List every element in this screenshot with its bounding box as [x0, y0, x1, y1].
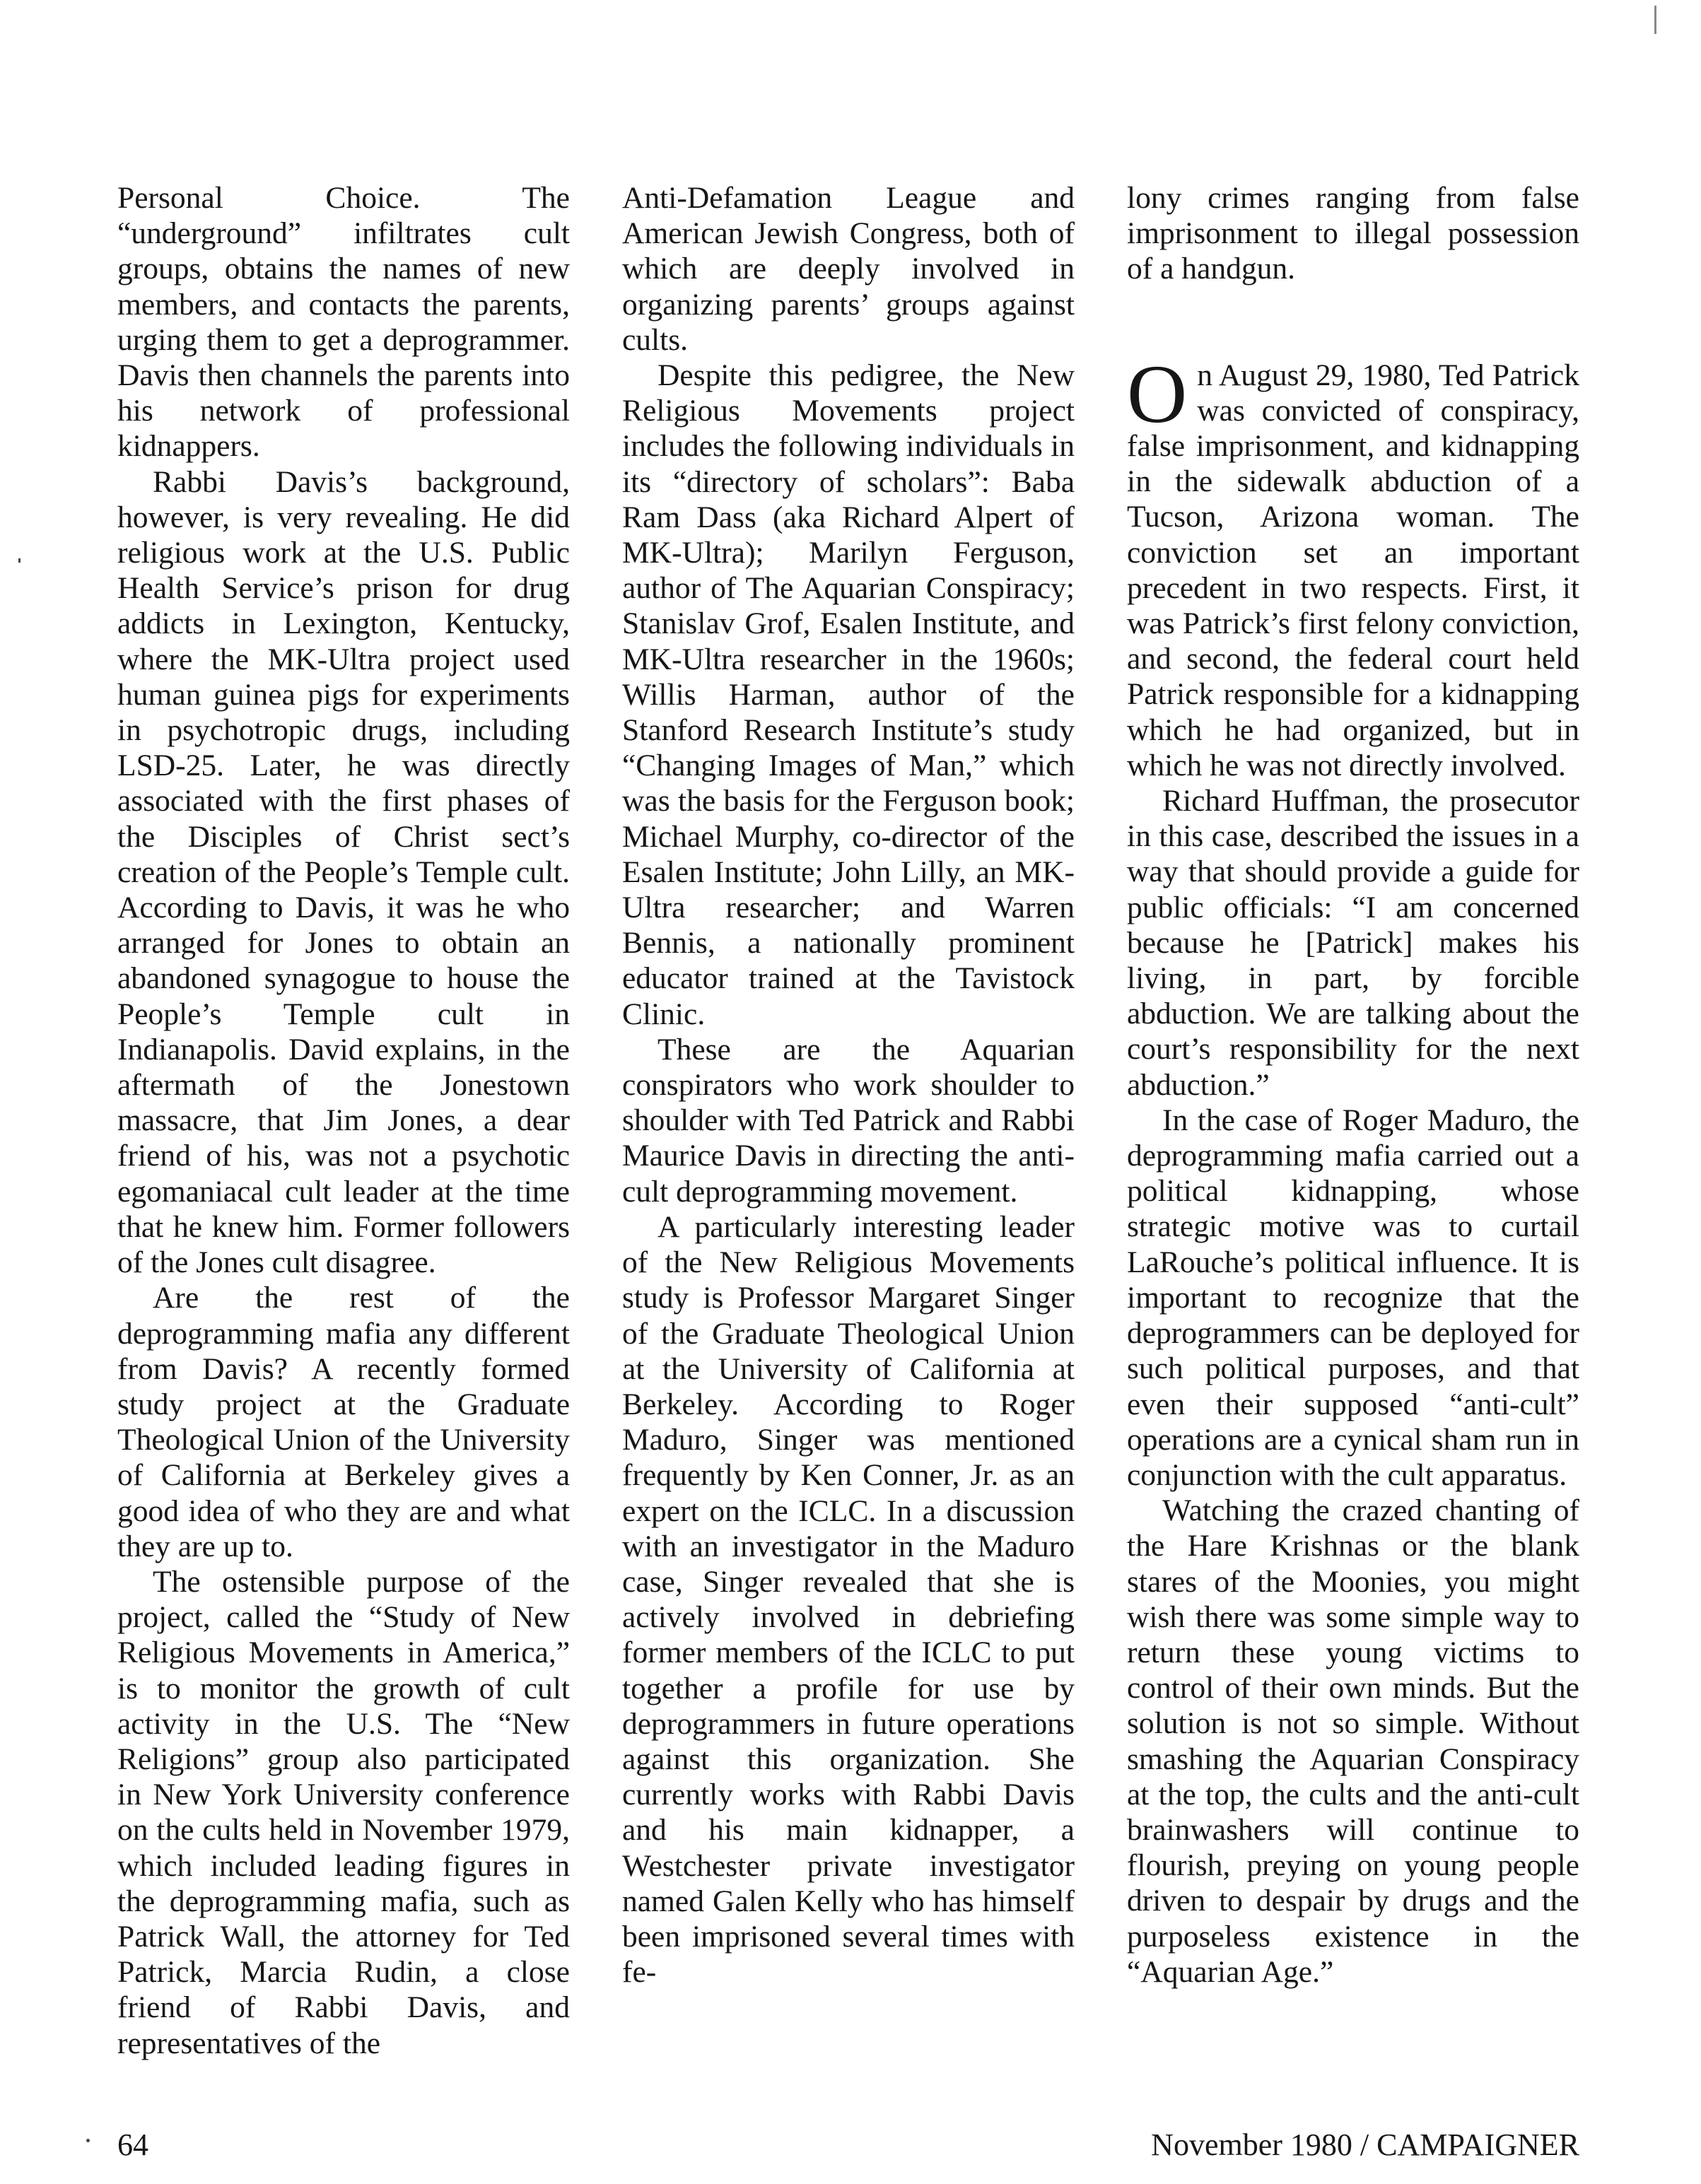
body-paragraph: Rabbi Davis’s background, however, is very revealing. He did religious work at the U.S. Public Health Service’s prison for drug addicts in Lexington, Kentucky, where the MK-Ultra project used human guinea pigs for experiments in psychotropic drugs, including LSD-25. Later, he was directly associated with the first phases of the Disciples of Christ sect’s creation of the People’s Temple cult. According to Davis, it was he who arranged for Jones to obtain an abandoned synagogue to house the People’s Temple cult in Indianapolis. David explains, in the aftermath of the Jonestown massacre, that Jim Jones, a dear friend of his, was not a psychotic egomaniacal cult leader at the time that he knew him. Former followers of the Jones cult disagree. [117, 464, 570, 1280]
body-paragraph: Are the rest of the deprogramming mafia any different from Davis? A recently formed study project at the Graduate Theological Union of the University of California at Berkeley gives a good idea of who they are and what they are up to. [117, 1281, 570, 1563]
middle-column [622, 180, 1075, 1990]
page-number: 64 [117, 2127, 148, 2162]
body-paragraph: Personal Choice. The “underground” infiltrates cult groups, obtains the names of new members, and contacts the parents, urging them to get a deprogrammer. Davis then channels the parents into his network of professional kidnappers. [117, 181, 570, 464]
scan-speck [18, 558, 21, 563]
body-paragraph: Despite this pedigree, the New Religious Movements project includes the following individuals in its “directory of scholars”: Baba Ram Dass (aka Richard Alpert of MK-Ultra); Marilyn Ferguson, author of The Aquarian Conspiracy; Stanislav Grof, Esalen Institute, and MK-Ultra researcher in the 1960s; Willis Harman, author of the Stanford Research Institute’s study “Changing Images of Man,” which was the basis for the Ferguson book; Michael Murphy, co-director of the Esalen Institute; John Lilly, an MK-Ultra researcher; and Warren Bennis, a nationally prominent educator trained at the Tavistock Clinic. [622, 358, 1075, 1031]
body-paragraph: Richard Huffman, the prosecutor in this case, described the issues in a way that should provide a guide for public officials: “I am concerned because he [Patrick] makes his living, in part, by forcible abduction. We are talking about the court’s responsibility for the next abduction.” [1127, 784, 1579, 1102]
drop-cap: O [1127, 347, 1188, 440]
body-paragraph: The ostensible purpose of the project, called the “Study of New Religious Movements in America,” is to monitor the growth of cult activity in the U.S. The “New Religions” group also participated in New York University conference on the cults held in November 1979, which included leading figures in the deprogramming mafia, such as Patrick Wall, the attorney for Ted Patrick, Marcia Rudin, a close friend of Rabbi Davis, and representatives of the [117, 1564, 570, 2060]
body-paragraph: A particularly interesting leader of the New Religious Movements study is Professor Margaret Singer of the Graduate Theological Union at the University of California at Berkeley. According to Roger Maduro, Singer was mentioned frequently by Ken Conner, Jr. as an expert on the ICLC. In a discussion with an investigator in the Maduro case, Singer revealed that she is actively involved in debriefing former members of the ICLC to put together a profile for use by deprogrammers in future operations against this organization. She currently works with Rabbi Davis and his main kidnapper, a Westchester private investigator named Galen Kelly who has himself been imprisoned several times with fe- [622, 1209, 1075, 1990]
body-paragraph: Anti-Defamation League and American Jewish Congress, both of which are deeply involved in organizing parents’ groups against cults. [622, 181, 1075, 357]
scan-speck [1654, 6, 1656, 34]
section-break [1127, 287, 1579, 358]
scan-speck [86, 2139, 90, 2142]
section-opening-paragraph [1127, 347, 1579, 783]
body-paragraph: In the case of Roger Maduro, the deprogramming mafia carried out a political kidnapping, whose strategic motive was to curtail LaRouche’s political influence. It is important to recognize that the deprogrammers can be deployed for such political purposes, and that even their supposed “anti-cult” operations are a cynical sham run in conjunction with the cult apparatus. [1127, 1103, 1579, 1492]
body-paragraph: Watching the crazed chanting of the Hare Krishnas or the blank stares of the Moonies, you might wish there was some simple way to return these young victims to control of their own minds. But the solution is not so simple. Without smashing the Aquarian Conspiracy at the top, the cults and the anti-cult brainwashers will continue to flourish, preying on young people driven to despair by drugs and the purposeless existence in the “Aquarian Age.” [1127, 1493, 1579, 1989]
issue-footer: November 1980 / CAMPAIGNER [1151, 2127, 1579, 2162]
right-column [1127, 180, 1579, 1990]
body-paragraph: These are the Aquarian conspirators who work shoulder to shoulder with Ted Patrick and Rabbi Maurice Davis in directing the anti-cult deprogramming movement. [622, 1032, 1075, 1209]
section-opening-text: n August 29, 1980, Ted Patrick was convicted of conspiracy, false imprisonment, and kidnapping in the sidewalk abduction of a Tucson, Arizona woman. The conviction set an important precedent in two respects. First, it was Patrick’s first felony conviction, and second, the federal court held Patrick responsible for a kidnapping which he had organized, but in which he was not directly involved. [1127, 358, 1579, 782]
continued-paragraph: lony crimes ranging from false imprisonment to illegal possession of a handgun. [1127, 181, 1579, 286]
left-column [117, 180, 570, 2061]
